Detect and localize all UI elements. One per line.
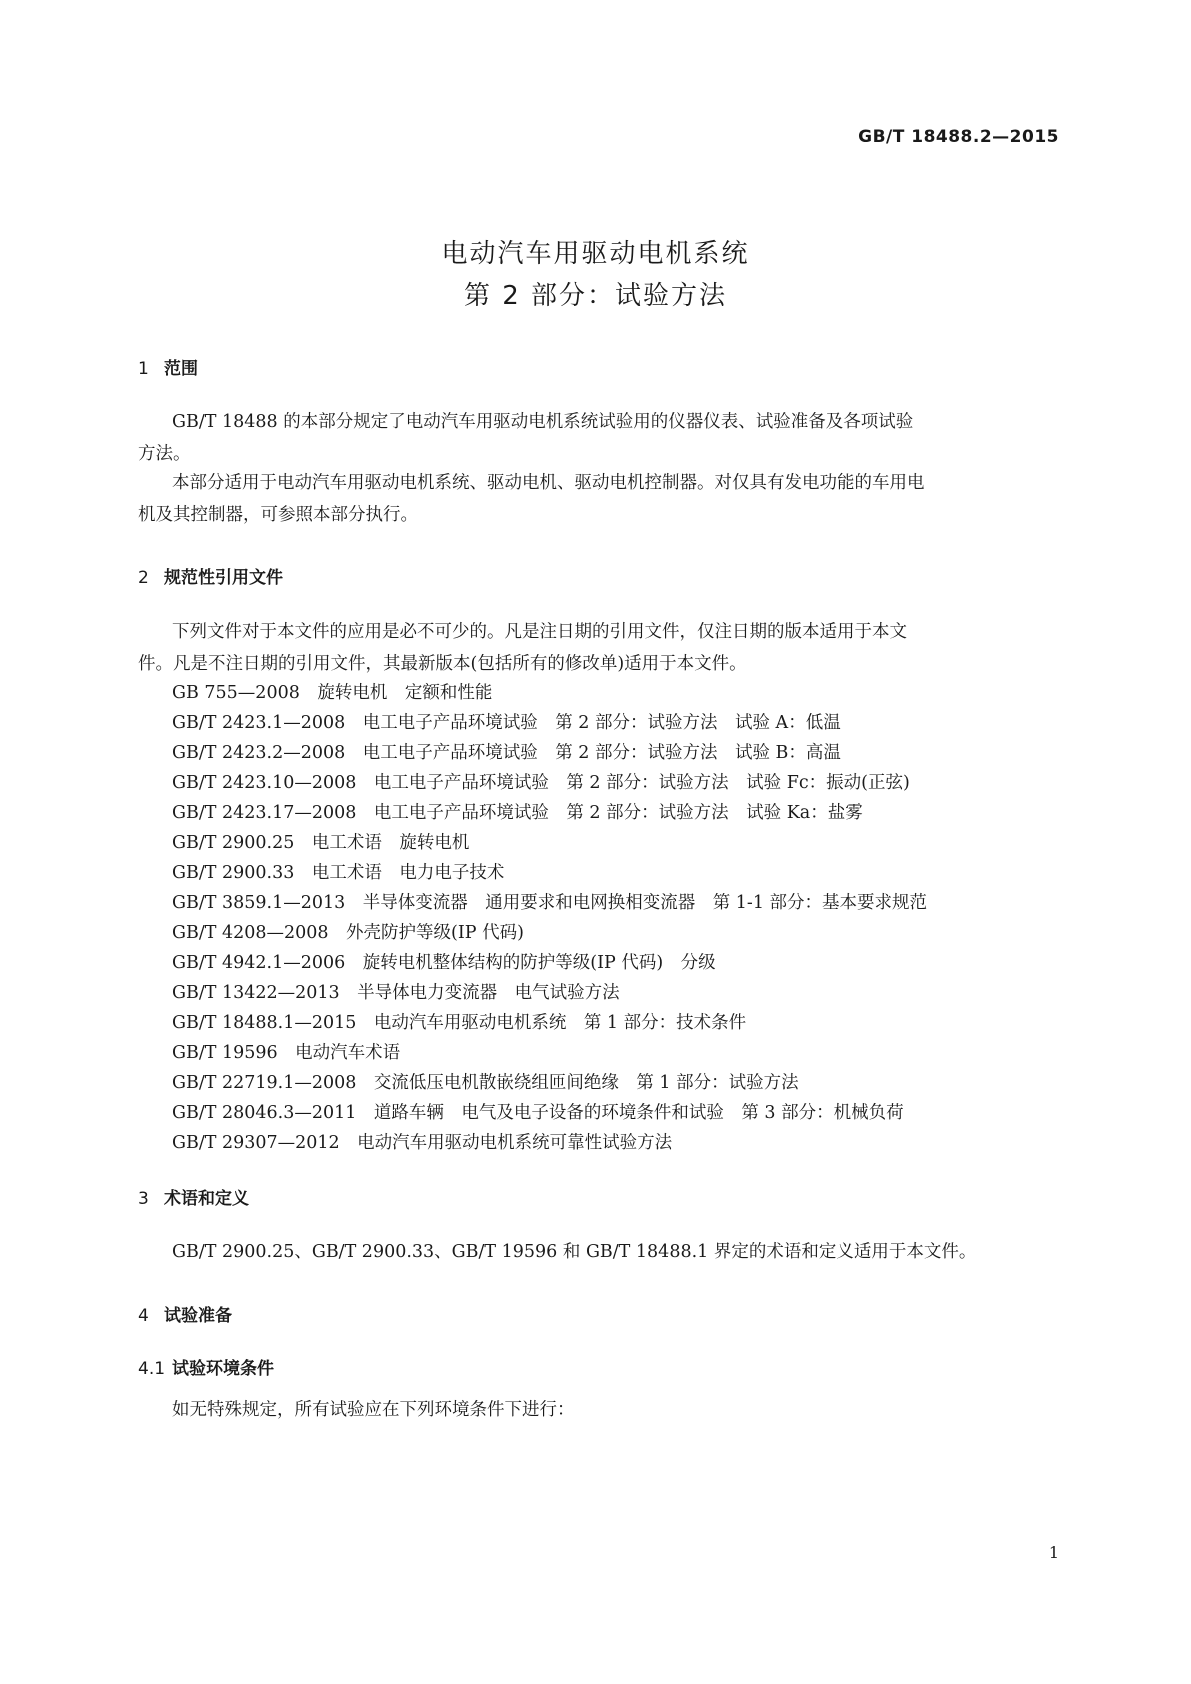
reference-item: GB/T 2423.2—2008 电工电子产品环境试验 第 2 部分：试验方法 试验 B：高温 xyxy=(172,743,841,763)
section-2-paragraph-1 xyxy=(138,616,1058,680)
document-title-line1: 电动汽车用驱动电机系统 xyxy=(441,239,750,269)
paragraph-line: 本部分适用于电动汽车用驱动电机系统、驱动电机、驱动电机控制器。对仅具有发电功能的车用电 xyxy=(172,473,925,493)
section-4-heading xyxy=(138,1301,232,1326)
section-title: 规范性引用文件 xyxy=(164,568,283,588)
section-title: 试验环境条件 xyxy=(172,1359,274,1379)
section-title: 术语和定义 xyxy=(164,1189,249,1209)
paragraph-line: 如无特殊规定，所有试验应在下列环境条件下进行： xyxy=(172,1400,575,1420)
reference-item: GB/T 4208—2008 外壳防护等级(IP 代码) xyxy=(172,923,524,943)
reference-item: GB/T 2423.17—2008 电工电子产品环境试验 第 2 部分：试验方法 试验 Ka：盐雾 xyxy=(172,803,863,823)
paragraph-line: GB/T 18488 的本部分规定了电动汽车用驱动电机系统试验用的仪器仪表、试验准备及各项试验 xyxy=(172,412,914,432)
paragraph-line: 件。凡是不注日期的引用文件，其最新版本(包括所有的修改单)适用于本文件。 xyxy=(138,654,747,674)
section-3-paragraph-1 xyxy=(138,1236,1058,1268)
reference-item: GB/T 2423.1—2008 电工电子产品环境试验 第 2 部分：试验方法 试验 A：低温 xyxy=(172,713,841,733)
section-1-paragraph-2 xyxy=(138,467,1058,531)
section-3-heading xyxy=(138,1184,249,1209)
section-4-1-paragraph-1 xyxy=(138,1394,1058,1426)
paragraph-line: 下列文件对于本文件的应用是必不可少的。凡是注日期的引用文件，仅注日期的版本适用于本文 xyxy=(172,622,907,642)
reference-item: GB/T 19596 电动汽车术语 xyxy=(172,1043,401,1063)
section-2-heading xyxy=(138,563,283,588)
normative-references-list xyxy=(172,678,927,1158)
reference-item: GB/T 2423.10—2008 电工电子产品环境试验 第 2 部分：试验方法 试验 Fc：振动(正弦) xyxy=(172,773,910,793)
section-number: 4.1 xyxy=(138,1359,166,1379)
reference-item: GB/T 3859.1—2013 半导体变流器 通用要求和电网换相变流器 第 1-1 部分：基本要求规范 xyxy=(172,893,928,913)
section-number: 3 xyxy=(138,1189,149,1209)
page-number: 1 xyxy=(1048,1543,1059,1562)
reference-item: GB 755—2008 旋转电机 定额和性能 xyxy=(172,683,493,703)
reference-item: GB/T 22719.1—2008 交流低压电机散嵌绕组匝间绝缘 第 1 部分：试验方法 xyxy=(172,1073,799,1093)
paragraph-line: 机及其控制器，可参照本部分执行。 xyxy=(138,505,418,525)
reference-item: GB/T 18488.1—2015 电动汽车用驱动电机系统 第 1 部分：技术条件 xyxy=(172,1013,747,1033)
section-1-paragraph-1 xyxy=(138,406,1058,470)
section-title: 范围 xyxy=(164,359,198,379)
paragraph-line: GB/T 2900.25、GB/T 2900.33、GB/T 19596 和 GB/T 18488.1 界定的术语和定义适用于本文件。 xyxy=(172,1242,977,1262)
section-number: 1 xyxy=(138,359,149,379)
reference-item: GB/T 2900.33 电工术语 电力电子技术 xyxy=(172,863,505,883)
section-title: 试验准备 xyxy=(164,1306,232,1326)
section-number: 4 xyxy=(138,1306,149,1326)
reference-item: GB/T 2900.25 电工术语 旋转电机 xyxy=(172,833,470,853)
reference-item: GB/T 13422—2013 半导体电力变流器 电气试验方法 xyxy=(172,983,620,1003)
paragraph-line: 方法。 xyxy=(138,444,191,464)
reference-item: GB/T 29307—2012 电动汽车用驱动电机系统可靠性试验方法 xyxy=(172,1133,673,1153)
section-4-1-heading xyxy=(138,1354,274,1379)
document-title-line2: 第 2 部分：试验方法 xyxy=(463,281,728,311)
section-number: 2 xyxy=(138,568,149,588)
section-1-heading xyxy=(138,354,198,379)
reference-item: GB/T 28046.3—2011 道路车辆 电气及电子设备的环境条件和试验 第 3 部分：机械负荷 xyxy=(172,1103,904,1123)
standard-number: GB/T 18488.2—2015 xyxy=(858,127,1059,147)
reference-item: GB/T 4942.1—2006 旋转电机整体结构的防护等级(IP 代码) 分级 xyxy=(172,953,716,973)
